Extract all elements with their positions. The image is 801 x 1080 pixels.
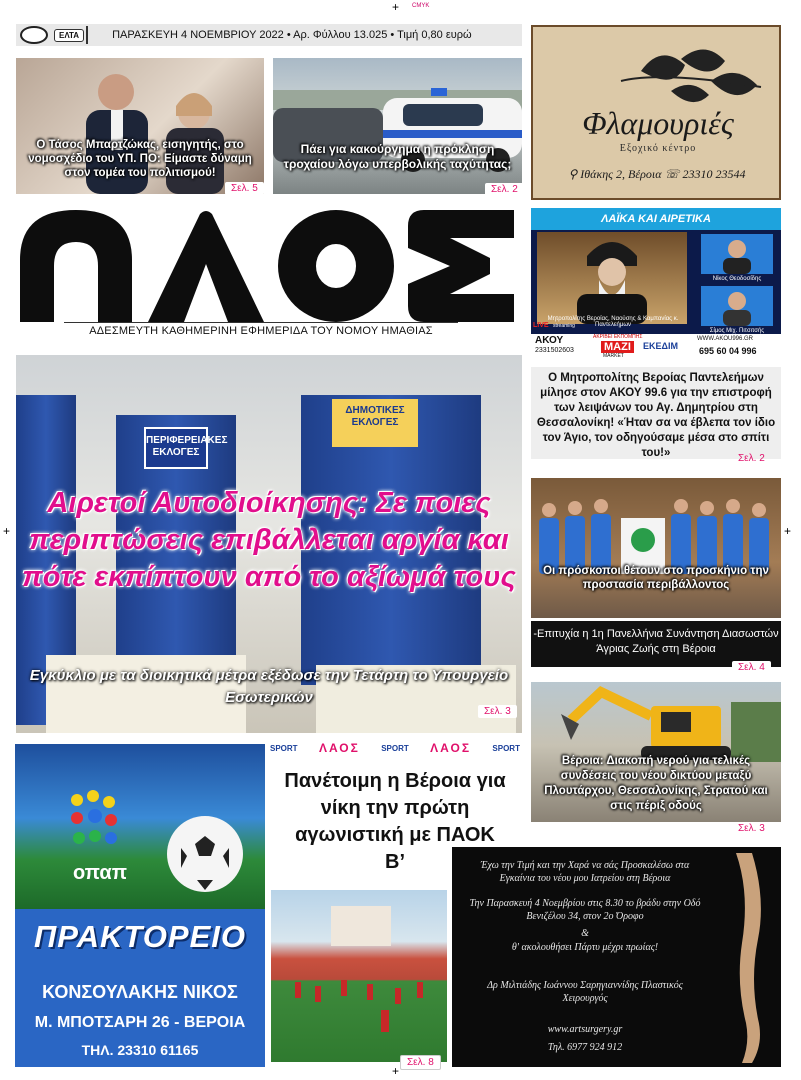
sign-regional-elections: ΠΕΡΙΦΕΡΕΙΑΚΕΣ ΕΚΛΟΓΕΣ — [144, 427, 208, 469]
publisher-seal-icon — [20, 26, 48, 44]
opap-phone: ΤΗΛ. 23310 61165 — [81, 1042, 199, 1058]
registration-mark: + — [392, 0, 400, 14]
sport-photo[interactable] — [271, 890, 447, 1062]
metropolitan-story[interactable]: Ο Μητροπολίτης Βεροίας Παντελεήμων μίλησε στον ΑΚΟΥ 99.6 για την επιστροφή των λειψάνων του Αγ. Δημητρίου στη Θεσσαλονίκη! «Ήταν σα να έβλεπα τον ίδιο τον Άγιο, τον οδηγούσαμε μέσα στο σπίτι του!» — [531, 367, 781, 459]
masthead-letters — [20, 208, 514, 322]
issue-date-line: ΠΑΡΑΣΚΕΥΗ 4 ΝΟΕΜΒΡΙΟΥ 2022 • Αρ. Φύλλου 13.025 • Τιμή 0,80 ευρώ — [112, 29, 472, 41]
sign-municipal-elections: ΔΗΜΟΤΙΚΕΣ ΕΚΛΟΓΕΣ — [332, 399, 418, 447]
guest-photo — [537, 232, 687, 324]
page-ref: Σελ. 3 — [478, 705, 517, 718]
radio-banner-title: ΛΑΪΚΑ ΚΑΙ ΑΙΡΕΤΙΚΑ — [531, 208, 781, 230]
station-tag: ΑΚΡΙΒΕΙ ΕΚΠΟΜΠΗΣ — [593, 334, 643, 340]
ad-surgery-date: Την Παρασκευή 4 Νοεμβρίου στις 8.30 το βράδυ στην Οδό Βενιζέλου 34, στον 2ο Όροφο — [469, 898, 701, 922]
story-headline: Ο Τάσος Μπαρτζώκας, εισηγητής, στο νομοσχέδιο του ΥΠ. ΠΟ: Είμαστε δύναμη στον τομέα του πολιτισμού! — [28, 139, 252, 179]
page-ref: Σελ. 2 — [485, 183, 524, 196]
ad-surgery[interactable] — [452, 847, 781, 1067]
guest-caption: Μητροπολίτης Βεροίας, Ναούσης & Καμπανίας κ. Παντελεήμων — [547, 316, 679, 328]
station-website: WWW.AKOU996.GR — [697, 336, 754, 342]
ad-surgery-party: θ' ακολουθήσει Πάρτυ μέχρι πρωίας! — [511, 942, 659, 953]
page-ref: Σελ. 5 — [225, 182, 264, 195]
main-story-headline: Αιρετοί Αυτοδιοίκησης: Σε ποιες περιπτώσεις επιβάλλεται αργία και πότε εκπίπτουν από το αξίωμά τους — [22, 487, 516, 593]
host1-photo — [701, 234, 773, 274]
masthead-subtitle: ΑΔΕΣΜΕΥΤΗ ΚΑΘΗΜΕΡΙΝΗ ΕΦΗΜΕΡΙΔΑ ΤΟΥ ΝΟΜΟΥ ΗΜΑΘΙΑΣ — [64, 322, 458, 337]
main-story-subheadline: Εγκύκλιο με τα διοικητικά μέτρα εξέδωσε την Τετάρτη το Υπουργείο Εσωτερικών — [29, 667, 509, 706]
ad-surgery-website: www.artsurgery.gr — [547, 1024, 623, 1035]
sport-header — [270, 740, 520, 756]
page-ref: Σελ. 8 — [400, 1055, 441, 1070]
page-ref: Σελ. 4 — [732, 661, 771, 674]
station-phone-mobile: 695 60 04 996 — [699, 346, 757, 356]
ad-opap[interactable] — [15, 744, 265, 1067]
live-label: LIVE — [533, 322, 549, 329]
registration-mark: + — [392, 1064, 400, 1078]
page-ref: Σελ. 3 — [732, 822, 771, 835]
ad-flamouries-phone: 23310 23544 — [682, 167, 746, 181]
radio-banner-footer — [531, 334, 781, 360]
story-photo-bartzokas[interactable] — [16, 58, 264, 194]
color-mark: CMYK — [412, 3, 430, 9]
ad-flamouries[interactable] — [531, 25, 781, 200]
scouts-photo[interactable] — [531, 478, 781, 618]
opap-stadium-bg — [15, 744, 265, 909]
sport-brand: ΛΑΟΣ — [318, 741, 360, 755]
registration-mark: + — [3, 524, 11, 538]
location-pin-icon: ⚲ — [568, 167, 578, 181]
station-phone: 2331502603 — [535, 347, 574, 354]
masthead-logo[interactable] — [20, 208, 514, 322]
postage-icon — [86, 26, 98, 44]
ad-surgery-invite: Έχω την Τιμή και την Χαρά να σάς Προσκαλέσω στα Εγκαίνια του νέου μου Ιατρείου στη Βέροια — [480, 860, 690, 884]
sport-label: SPORT — [270, 743, 298, 753]
sponsor-ekedim-logo: ΕΚΕΔΙΜ — [643, 341, 678, 351]
sport-headline[interactable]: Πανέτοιμη η Βέροια για νίκη την πρώτη αγωνιστική με ΠΑΟΚ Β’ — [284, 770, 506, 873]
main-story-photo[interactable] — [16, 355, 522, 733]
radio-banner[interactable] — [531, 208, 781, 360]
linden-leaves-icon — [611, 41, 771, 111]
sport-label: SPORT — [492, 743, 520, 753]
police-car-illustration — [273, 58, 522, 194]
scouts-headline: Οι πρόσκοποι θέτουν στο προσκήνιο την προστασία περιβάλλοντος — [543, 565, 769, 591]
phone-icon: ☏ — [664, 167, 680, 181]
streaming-label: streaming — [553, 323, 575, 329]
ad-surgery-phone: Τηλ. 6977 924 912 — [547, 1042, 623, 1053]
football-training-illustration — [271, 890, 447, 1062]
scouts-group-illustration — [531, 478, 781, 618]
opap-address: Μ. ΜΠΟΤΣΑΡΗ 26 - ΒΕΡΟΙΑ — [34, 1014, 246, 1031]
header-info-bar — [16, 24, 522, 46]
host2-name: Σίμος Μιχ. Πιτσιτσής — [709, 328, 765, 334]
host2-photo — [701, 286, 773, 326]
ad-surgery-amp: & — [581, 928, 589, 939]
scouts-subtext: -Επιτυχία η 1η Πανελλήνια Συνάντηση Διασωστών Άγριας Ζωής στη Βέροια — [531, 621, 781, 667]
story-photo-accident[interactable] — [273, 58, 522, 194]
ad-surgery-doctor: Δρ Μιλτιάδης Ιωάννου Σαρηγιαννίδης Πλαστικός Χειρουργός — [487, 980, 683, 1004]
page-ref: Σελ. 2 — [738, 453, 765, 464]
opap-owner: ΚΟΝΣΟΥΛΑΚΗΣ ΝΙΚΟΣ — [42, 982, 238, 1002]
host1-name: Νίκος Θεοδοσίδης — [712, 276, 762, 282]
opap-title: ΠΡΑΚΤΟΡΕΙΟ — [34, 919, 246, 954]
ad-flamouries-name: Φλαμουριές — [582, 105, 734, 141]
sport-brand: ΛΑΟΣ — [430, 741, 472, 755]
registration-mark: + — [784, 524, 792, 538]
sponsor-mazi-sub: MARKET — [603, 353, 624, 359]
elta-logo: ΕΛΤΑ — [54, 29, 84, 42]
story-headline: Πάει για κακούργημα η πρόκληση τροχαίου λόγω υπερβολικής ταχύτητας; — [283, 142, 512, 171]
sponsor-mazi-logo: MAZI — [601, 341, 634, 353]
water-works-photo[interactable] — [531, 682, 781, 822]
leg-silhouette-icon — [714, 851, 774, 1065]
water-headline: Βέροια: Διακοπή νερού για τελικές συνδέσεις του νέου δικτύου μεταξύ Πλουτάρχου, Θεσσαλονίκης, Στρατού και στις πέριξ οδούς — [544, 755, 768, 812]
ad-flamouries-tagline: Εξοχικό κέντρο — [619, 143, 697, 154]
station-logo: ΑΚΟΥ — [535, 335, 564, 346]
sport-label: SPORT — [381, 743, 409, 753]
opap-logo: οπαπ — [72, 862, 128, 884]
ad-flamouries-address: Ιθάκης 2, Βέροια — [580, 167, 662, 181]
